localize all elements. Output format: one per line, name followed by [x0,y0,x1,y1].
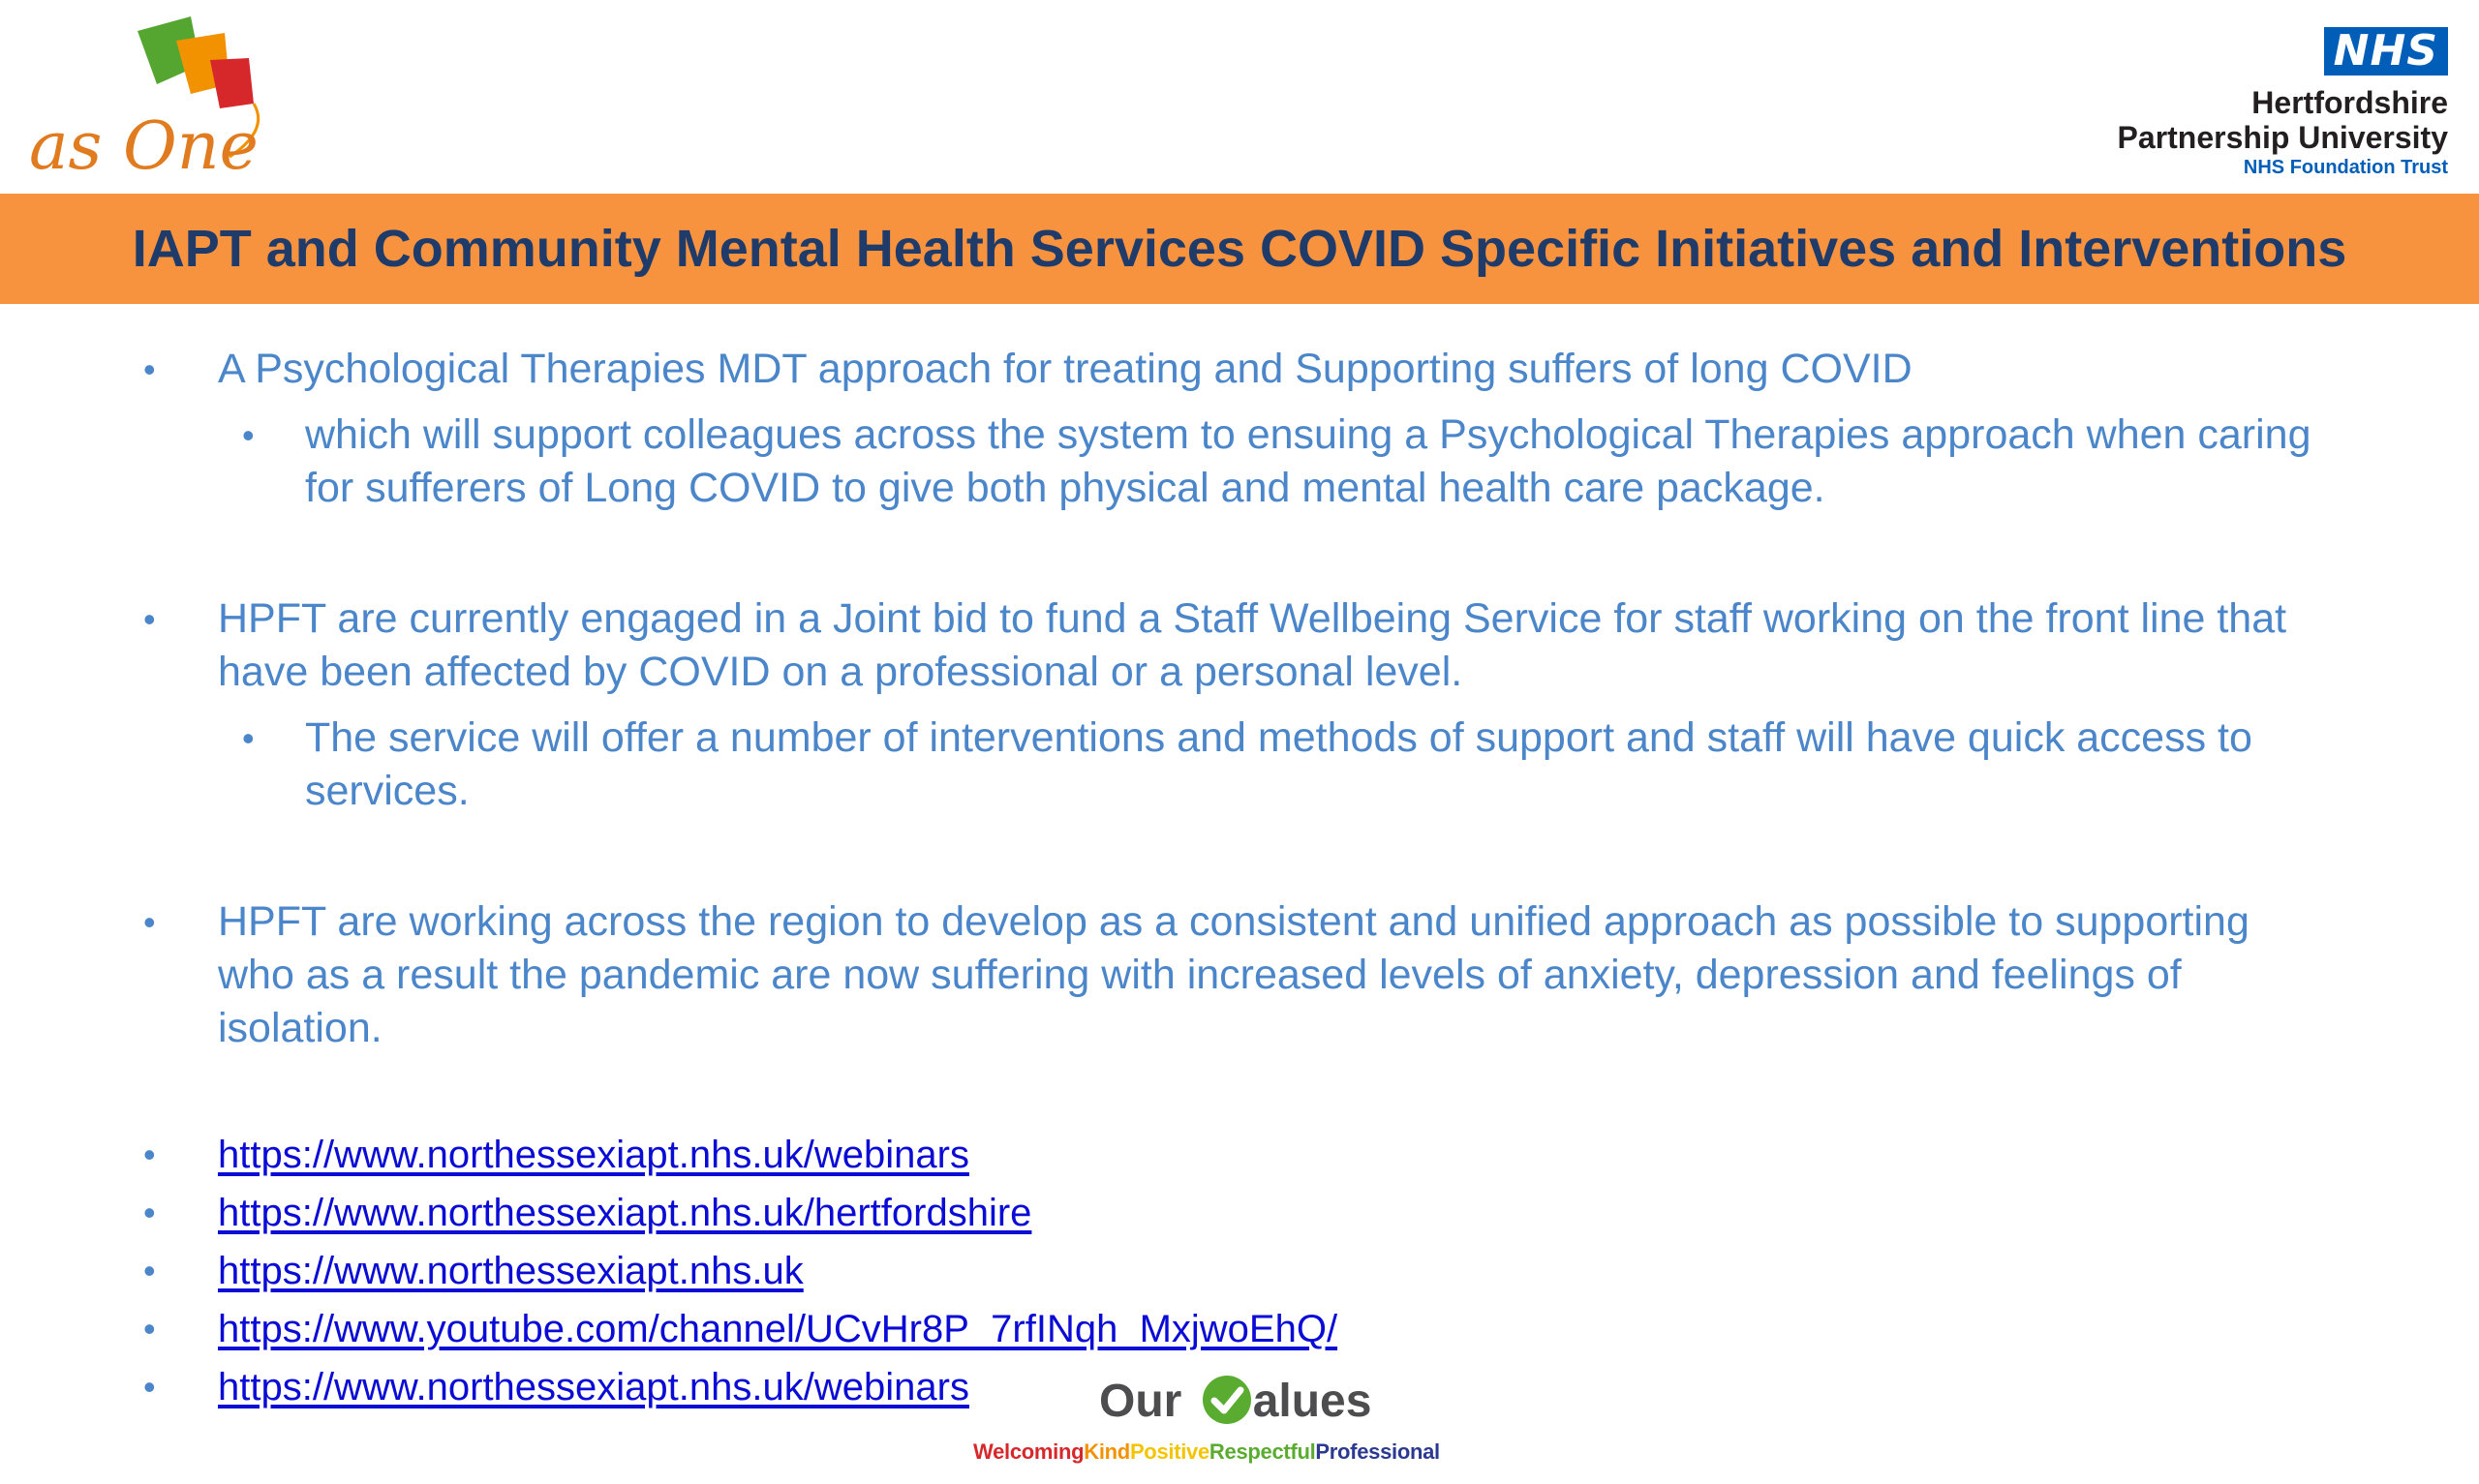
bullet-marker: • [143,1251,156,1290]
link-item [218,1128,2319,1182]
value-welcoming: Welcoming [973,1439,1085,1464]
bullet-marker: • [143,349,156,389]
bullet-3-text: HPFT are working across the region to develop as a consistent and unified approach as possible to supporting who as a result the pandemic are now suffering with increased levels of anxiety, depression and feelings of isolation. [218,898,2249,1051]
our-values-values: alues [1252,1376,1372,1427]
link-webinars[interactable]: https://www.northessexiapt.nhs.uk/webinars [218,1134,969,1176]
link-hertfordshire[interactable]: https://www.northessexiapt.nhs.uk/hertfordshire [218,1192,1032,1234]
nhs-badge: NHS [2324,27,2448,76]
bullet-2-sub-1-text: The service will offer a number of interventions and methods of support and staff will have quick access to services. [305,714,2252,814]
sub-bullet-marker: • [242,718,255,758]
bullet-marker: • [143,1193,156,1232]
values-words [973,1439,1440,1466]
link-item [218,1302,2319,1356]
bullet-1-sub-1-text: which will support colleagues across the system to ensuing a Psychological Therapies approach when caring for sufferers of Long COVID to give both physical and mental health care package. [305,411,2311,511]
bullet-marker: • [143,1367,156,1407]
trust-name-line-1: Hertfordshire [2251,85,2448,120]
nhs-trust-logo [2022,27,2448,182]
bullet-marker: • [143,902,156,942]
trust-name-line-3: NHS Foundation Trust [2243,157,2448,178]
trust-name-line-2: Partnership University [2117,120,2448,155]
bullet-marker: • [143,1309,156,1348]
bullet-2-text: HPFT are currently engaged in a Joint bid to fund a Staff Wellbeing Service for staff working on the front line that have been affected by COVID on a professional or a personal level. [218,595,2287,695]
value-respectful: Respectful [1209,1439,1316,1464]
as-one-logo [21,12,273,181]
checkmark-icon [1201,1374,1253,1426]
value-kind: Kind [1084,1439,1130,1464]
slide-title: IAPT and Community Mental Health Services COVID Specific Initiatives and Interventions [132,220,2347,278]
bullet-1-text: A Psychological Therapies MDT approach for treating and Supporting suffers of long COVID [218,346,1913,392]
link-webinars-2[interactable]: https://www.northessexiapt.nhs.uk/webinars [218,1366,969,1408]
as-one-wordmark: as One [29,108,259,181]
link-item [218,1244,2319,1298]
red-kite-shape [210,58,254,108]
sub-bullet-marker: • [242,415,255,455]
link-youtube[interactable]: https://www.youtube.com/channel/UCvHr8P_7rfINqh_MxjwoEhQ/ [218,1308,1338,1350]
our-values-heading [1099,1373,1371,1431]
title-banner [0,194,2479,304]
bullet-marker: • [143,1135,156,1174]
bullet-marker: • [143,599,156,639]
our-values-logo [973,1373,1515,1479]
link-item [218,1186,2319,1240]
value-professional: Professional [1315,1439,1440,1464]
value-positive: Positive [1129,1439,1209,1464]
our-values-our: Our [1099,1376,1182,1427]
link-home[interactable]: https://www.northessexiapt.nhs.uk [218,1250,804,1292]
